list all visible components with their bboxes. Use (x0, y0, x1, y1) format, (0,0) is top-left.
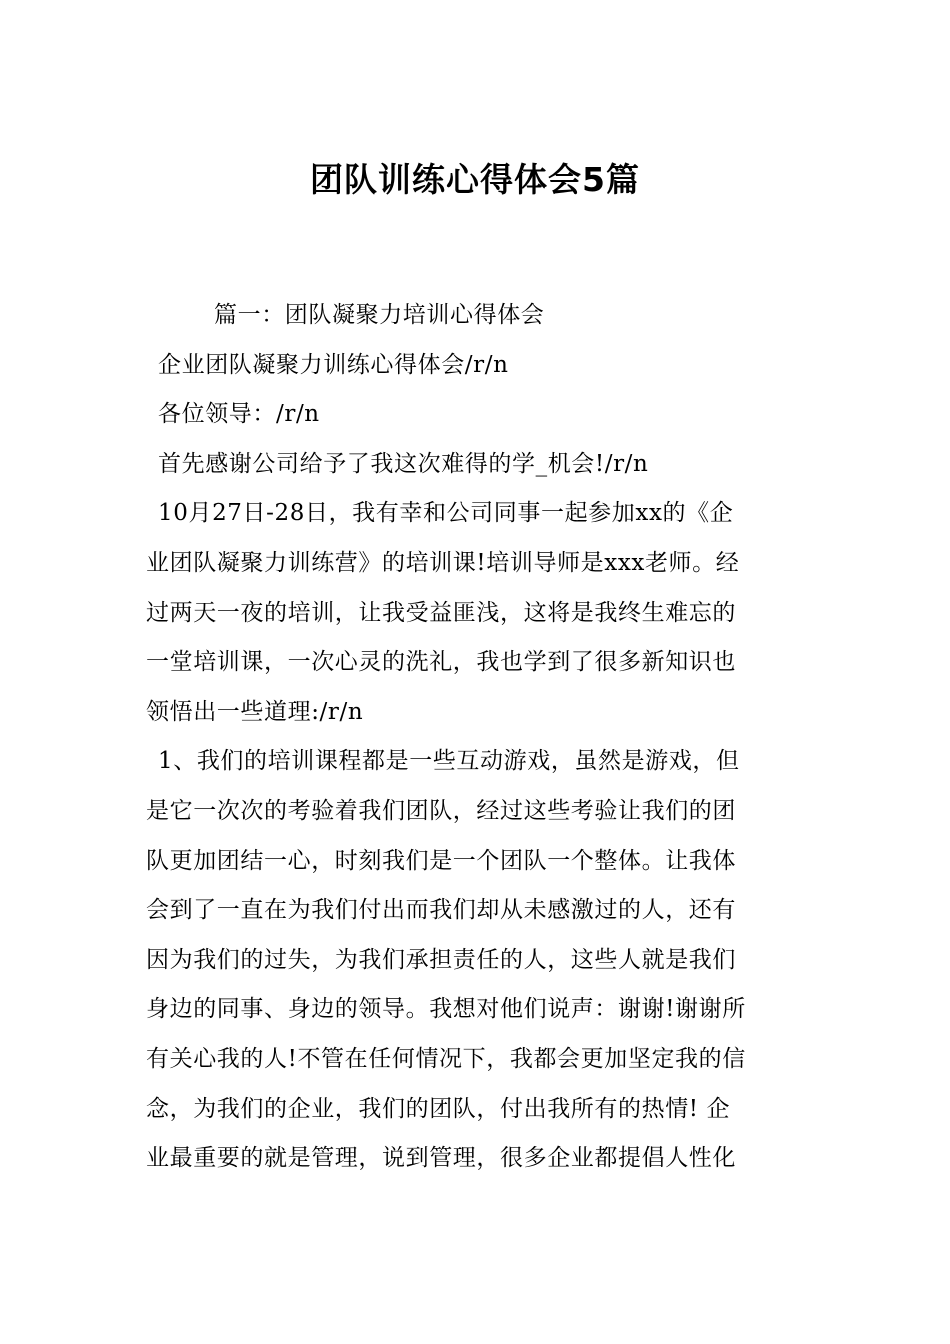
paragraph-line: 身边的同事、身边的领导。我想对他们说声：谢谢!谢谢所 (146, 996, 746, 1023)
text-line: 各位领导：/r/n (158, 401, 320, 428)
paragraph-line: 过两天一夜的培训，让我受益匪浅，这将是我终生难忘的 (146, 599, 736, 626)
paragraph-line: 一堂培训课，一次心灵的洗礼，我也学到了很多新知识也 (146, 649, 736, 676)
paragraph-line: 业最重要的就是管理，说到管理，很多企业都提倡人性化 (146, 1145, 736, 1172)
paragraph-line: 领悟出一些道理:/r/n (146, 698, 364, 725)
paragraph-line: 10月27日-28日，我有幸和公司同事一起参加xx的《企 (158, 500, 734, 527)
paragraph-line: 念，为我们的企业，我们的团队，付出我所有的热情! 企 (146, 1095, 731, 1122)
paragraph-line: 业团队凝聚力训练营》的培训课!培训导师是xxx老师。经 (146, 549, 740, 576)
paragraph-line: 会到了一直在为我们付出而我们却从未感激过的人，还有 (146, 897, 736, 924)
paragraph-line: 队更加团结一心，时刻我们是一个团队一个整体。让我体 (146, 847, 736, 874)
section-heading: 篇一：团队凝聚力培训心得体会 (214, 302, 545, 328)
paragraph-line: 有关心我的人!不管在任何情况下，我都会更加坚定我的信 (146, 1045, 746, 1072)
paragraph-line: 因为我们的过失，为我们承担责任的人，这些人就是我们 (146, 946, 736, 973)
text-line: 首先感谢公司给予了我这次难得的学_机会!/r/n (158, 450, 649, 477)
document-title: 团队训练心得体会5篇 (310, 160, 640, 199)
document-body (146, 291, 806, 1184)
paragraph-line: 1、我们的培训课程都是一些互动游戏，虽然是游戏，但 (158, 748, 740, 775)
text-line: 企业团队凝聚力训练心得体会/r/n (158, 351, 509, 378)
paragraph-line: 是它一次次的考验着我们团队，经过这些考验让我们的团 (146, 797, 736, 824)
